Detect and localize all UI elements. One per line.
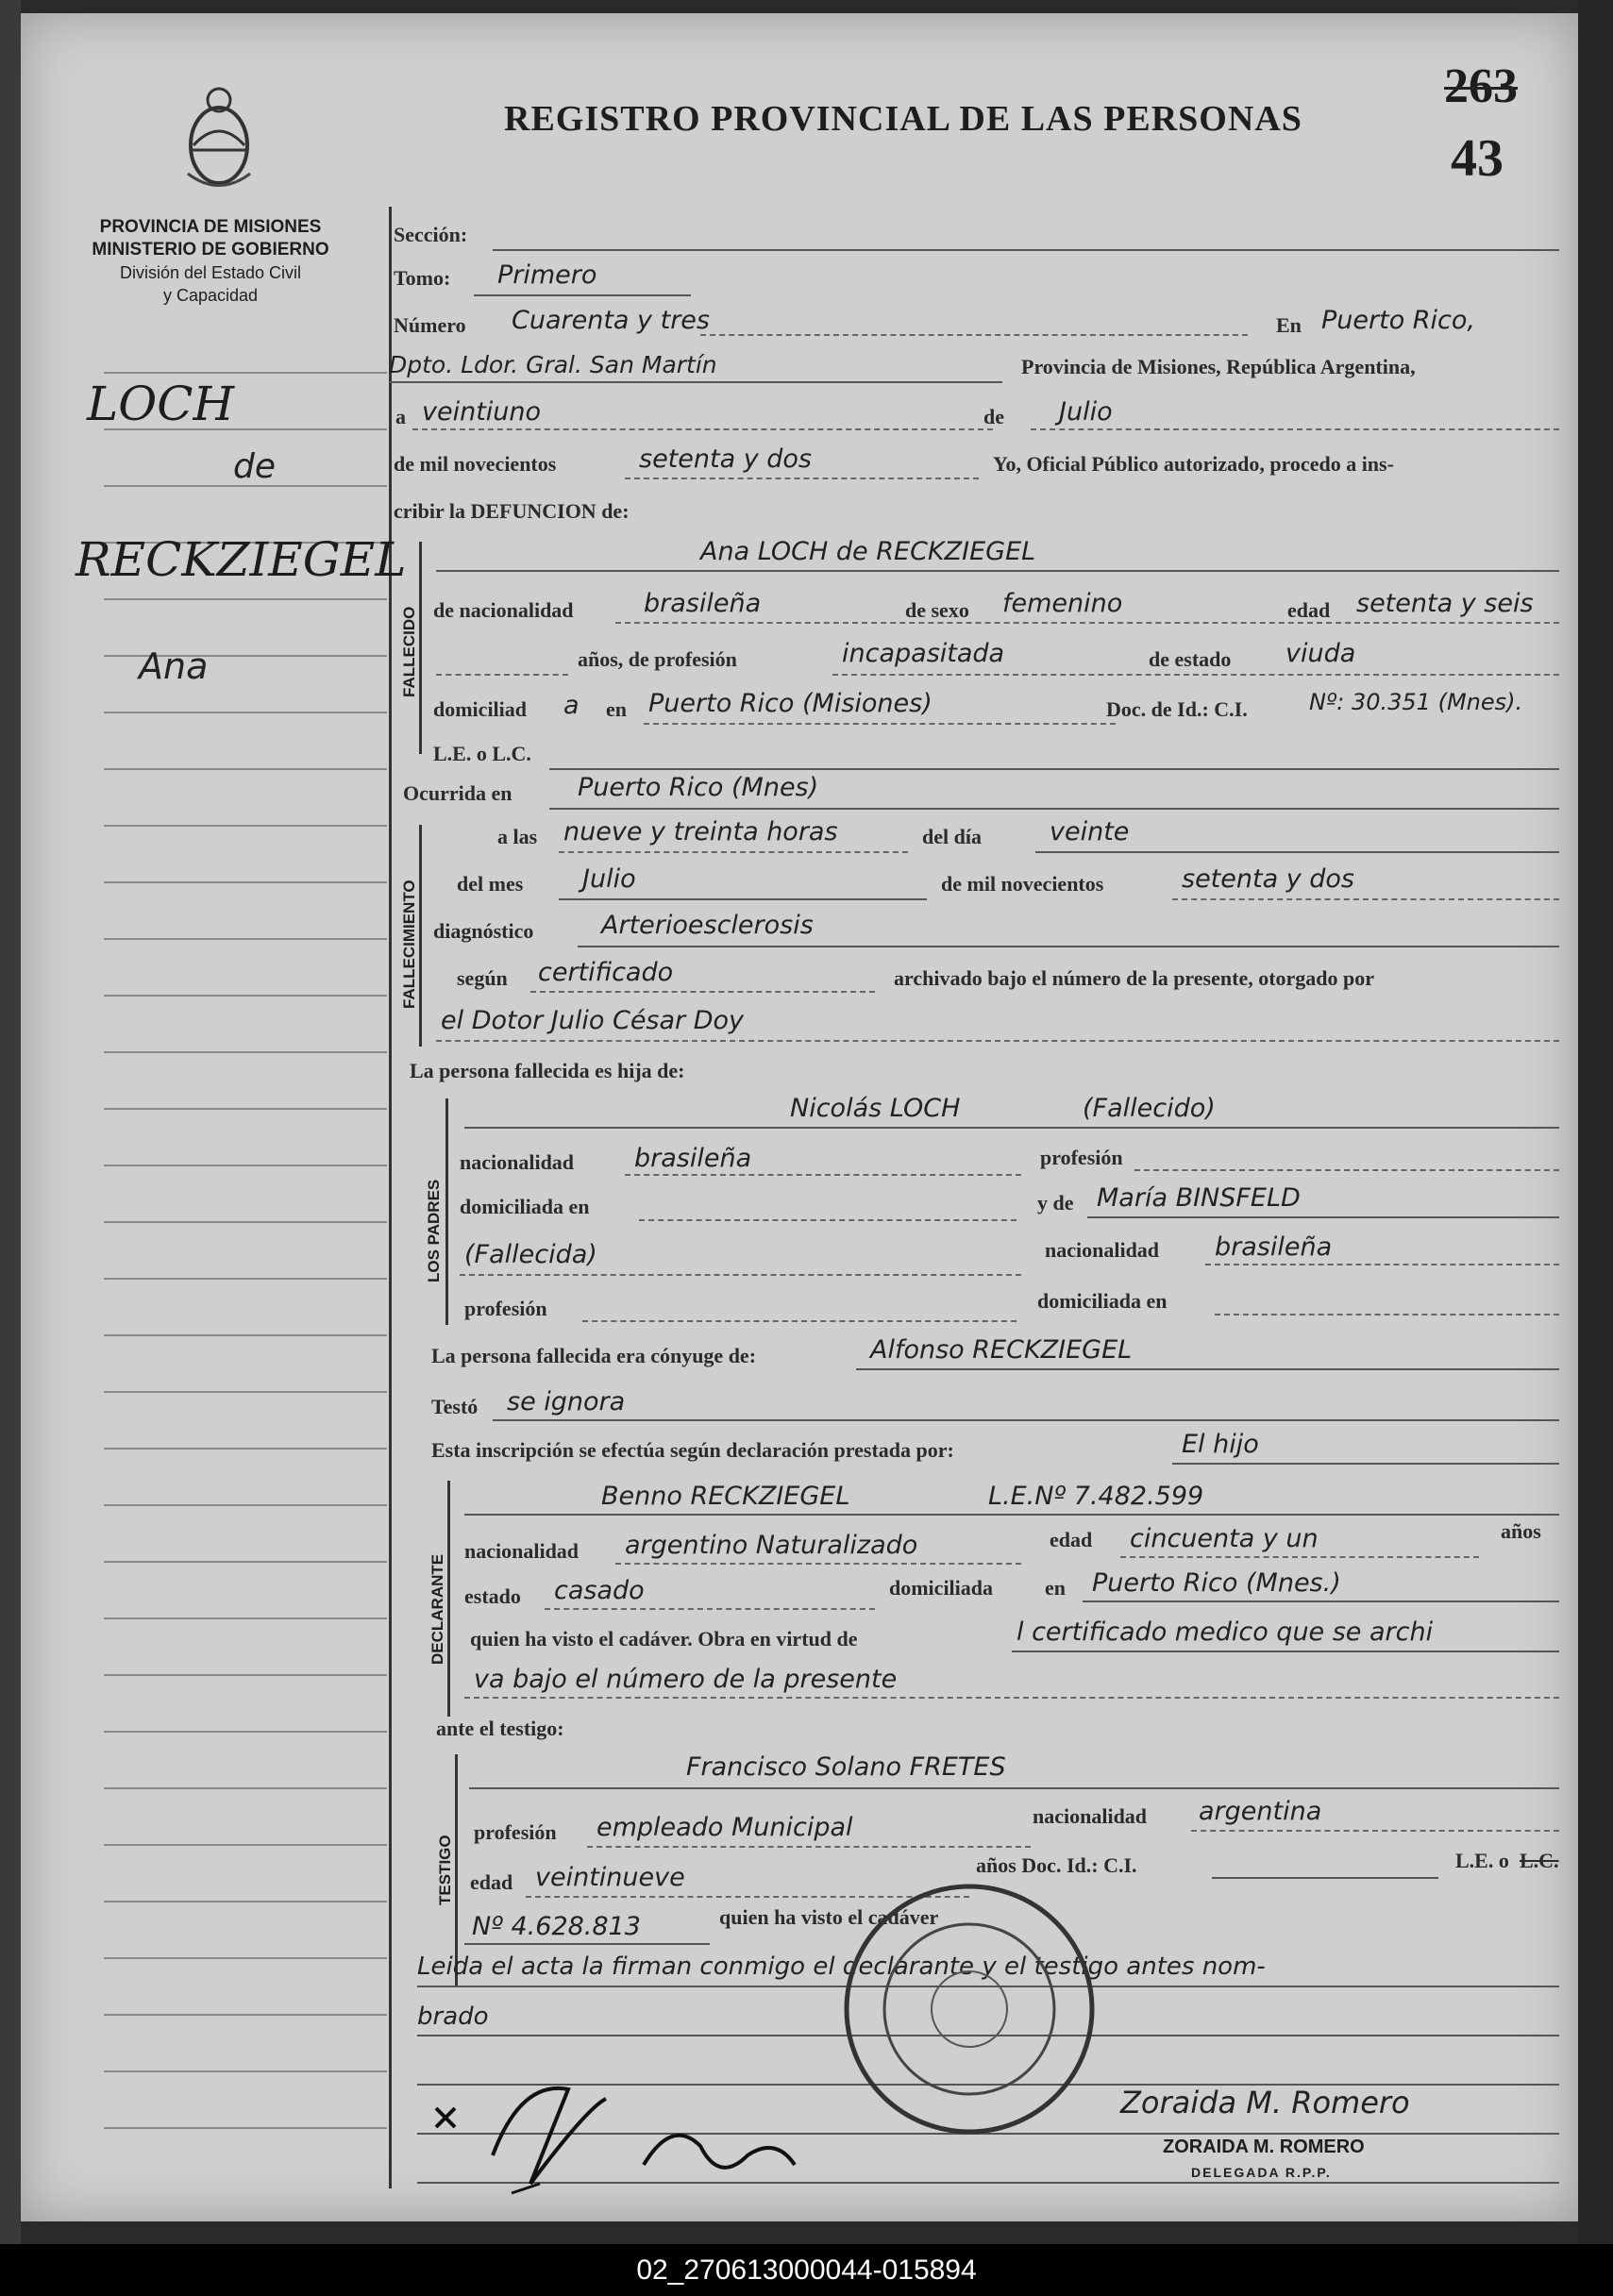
- padre-note: (Fallecido): [1083, 1094, 1216, 1123]
- estado-label: de estado: [1149, 647, 1232, 671]
- provincia-label: Provincia de Misiones, República Argentina,: [1021, 355, 1416, 378]
- testigo-section-label: TESTIGO: [436, 1835, 454, 1905]
- inscribir-text: cribir la DEFUNCION de:: [394, 499, 630, 523]
- testigo-cadaver-label: quien ha visto el cadáver: [719, 1905, 939, 1929]
- domicilio-value: Puerto Rico (Misiones): [648, 689, 933, 718]
- register-page: [21, 13, 1578, 2221]
- declarante-edad-label: edad: [1050, 1528, 1093, 1551]
- closing-text-1: Leida el acta la firman conmigo el declarante y el testigo antes nom-: [417, 1952, 1266, 1981]
- edad-value: setenta y seis: [1356, 589, 1534, 618]
- numero-label: Número: [394, 313, 466, 337]
- declarante-edad-value: cincuenta y un: [1130, 1524, 1319, 1553]
- seccion-label: Sección:: [394, 223, 468, 246]
- de-label: de: [983, 405, 1004, 428]
- image-code-footer: 02_270613000044-015894: [0, 2244, 1613, 2296]
- official-signature: Zoraida M. Romero: [1120, 2085, 1410, 2120]
- anos-profesion-label: años, de profesión: [578, 647, 737, 671]
- segun-label: según: [457, 966, 508, 990]
- en-label: En: [1276, 313, 1302, 337]
- official-name: ZORAIDA M. ROMERO: [1163, 2137, 1365, 2157]
- testigo-nacionalidad-value: argentina: [1199, 1797, 1322, 1826]
- testigo-anos-doc-label: años Doc. Id.: C.I.: [976, 1853, 1137, 1877]
- madre-nacionalidad-label: nacionalidad: [1045, 1238, 1160, 1262]
- declarante-anos-label: años: [1501, 1519, 1541, 1543]
- office-heading: [74, 216, 347, 307]
- en-value: Puerto Rico,: [1321, 306, 1476, 335]
- padre-nacionalidad-value: brasileña: [634, 1144, 752, 1173]
- page-number: 43: [1451, 129, 1504, 188]
- madre-note: (Fallecida): [464, 1240, 597, 1269]
- closing-text-2: brado: [417, 2003, 489, 2031]
- coat-of-arms-icon: [176, 79, 261, 193]
- edad-label: edad: [1287, 598, 1331, 622]
- sexo-label: de sexo: [905, 598, 969, 622]
- testigo-bracket: [455, 1754, 458, 1986]
- mes-value: Julio: [582, 864, 636, 894]
- oficial-text: Yo, Oficial Público autorizado, procedo a ins-: [993, 452, 1394, 476]
- otorgado-value: el Dotor Julio César Doy: [441, 1006, 745, 1035]
- declarante-nacionalidad-label: nacionalidad: [464, 1539, 580, 1563]
- testigo-intro: ante el testigo:: [436, 1717, 564, 1740]
- declarante-virtud-value: l certificado medico que se archi: [1017, 1617, 1434, 1647]
- diagnostico-value: Arterioesclerosis: [601, 911, 814, 940]
- declarante-en-label: en: [1045, 1576, 1066, 1600]
- declarante-signature-icon: [417, 2052, 889, 2212]
- sexo-value: femenino: [1002, 589, 1123, 618]
- madre-profesion-label: profesión: [464, 1297, 547, 1320]
- hora-value: nueve y treinta horas: [563, 817, 838, 846]
- del-mes-label: del mes: [457, 872, 524, 896]
- padre-domiciliada-label: domiciliada en: [460, 1195, 590, 1218]
- domiciliad-label: domiciliad: [433, 697, 528, 721]
- padre-name: Nicolás LOCH: [790, 1094, 961, 1123]
- padre-nacionalidad-label: nacionalidad: [460, 1150, 575, 1174]
- margin-surname: LOCH: [87, 377, 235, 431]
- declarante-name: Benno RECKZIEGEL: [601, 1482, 850, 1511]
- madre-name: María BINSFELD: [1097, 1183, 1301, 1213]
- margin-married-surname: RECKZIEGEL: [76, 532, 407, 587]
- declarante-domiciliada-label: domiciliada: [889, 1576, 994, 1600]
- ocurrida-value: Puerto Rico (Mnes): [578, 773, 819, 802]
- year-label: de mil novecientos: [394, 452, 557, 476]
- year-value: setenta y dos: [639, 444, 812, 474]
- declarante-estado-value: casado: [554, 1576, 645, 1605]
- madre-nacionalidad-value: brasileña: [1215, 1232, 1333, 1262]
- padres-intro: La persona fallecida es hija de:: [410, 1059, 685, 1082]
- conyuge-value: Alfonso RECKZIEGEL: [870, 1335, 1133, 1365]
- a-label: a: [395, 405, 406, 428]
- testigo-edad-label: edad: [470, 1870, 513, 1894]
- fallecido-bracket: [419, 542, 422, 754]
- declaracion-value: El hijo: [1182, 1430, 1259, 1459]
- margin-given-name: Ana: [139, 645, 209, 687]
- book-binding: [0, 0, 21, 2296]
- page-number-struck: 263: [1444, 59, 1518, 113]
- testigo-le-struck: L.C.: [1520, 1849, 1559, 1872]
- dpto-value: Dpto. Ldor. Gral. San Martín: [389, 351, 717, 378]
- domiciliad-suffix: a: [563, 691, 580, 720]
- testigo-name: Francisco Solano FRETES: [686, 1752, 1006, 1782]
- fallecido-section-label: FALLECIDO: [400, 606, 418, 697]
- official-title: DELEGADA R.P.P.: [1191, 2165, 1332, 2180]
- office-line-province: PROVINCIA DE MISIONES: [99, 217, 322, 237]
- doc-value: Nº: 30.351 (Mnes).: [1309, 689, 1523, 715]
- tomo-value: Primero: [497, 260, 597, 290]
- tomo-label: Tomo:: [394, 266, 451, 290]
- month-value: Julio: [1059, 397, 1113, 427]
- testo-value: se ignora: [507, 1387, 626, 1416]
- testigo-profesion-label: profesión: [474, 1820, 557, 1844]
- declarante-section-label: DECLARANTE: [428, 1553, 446, 1665]
- nacionalidad-label: de nacionalidad: [433, 598, 574, 622]
- testigo-le-label: L.E. o: [1455, 1849, 1509, 1872]
- fallecido-name: Ana LOCH de RECKZIEGEL: [700, 537, 1036, 566]
- testo-label: Testó: [431, 1395, 479, 1418]
- estado-value: viuda: [1285, 639, 1356, 668]
- del-dia-label: del día: [922, 825, 982, 848]
- diagnostico-label: diagnóstico: [433, 919, 534, 943]
- y-de-label: y de: [1037, 1191, 1074, 1215]
- testigo-profesion-value: empleado Municipal: [596, 1813, 853, 1842]
- page-right-edge: [1578, 0, 1613, 2296]
- declarante-doc: L.E.Nº 7.482.599: [988, 1482, 1204, 1511]
- profesion-value: incapasitada: [842, 639, 1005, 668]
- le-lc-label: L.E. o L.C.: [433, 742, 531, 765]
- dia-value: veinte: [1050, 817, 1130, 846]
- domicilio-en-label: en: [606, 697, 627, 721]
- declarante-virtud-value-2: va bajo el número de la presente: [474, 1665, 898, 1694]
- conyuge-label: La persona fallecida era cónyuge de:: [431, 1344, 757, 1367]
- nacionalidad-value: brasileña: [644, 589, 762, 618]
- segun-value: certificado: [538, 958, 674, 987]
- padre-profesion-label: profesión: [1040, 1146, 1123, 1169]
- page-title: REGISTRO PROVINCIAL DE LAS PERSONAS: [504, 99, 1302, 139]
- office-line-division: División del Estado Civil: [119, 263, 302, 282]
- declarante-nacionalidad-value: argentino Naturalizado: [625, 1531, 918, 1560]
- anio-label: de mil novecientos: [941, 872, 1104, 896]
- day-value: veintiuno: [422, 397, 542, 427]
- a-las-label: a las: [497, 825, 538, 848]
- fallecimiento-bracket: [419, 825, 422, 1047]
- declaracion-label: Esta inscripción se efectúa según declaración prestada por:: [431, 1438, 954, 1462]
- office-line-ministry: MINISTERIO DE GOBIERNO: [92, 240, 329, 260]
- padres-bracket: [445, 1098, 448, 1325]
- madre-domiciliada-label: domiciliada en: [1037, 1289, 1168, 1313]
- margin-divider: [389, 207, 392, 2188]
- declarante-estado-label: estado: [464, 1584, 521, 1608]
- archivado-text: archivado bajo el número de la presente, otorgado por: [894, 966, 1375, 990]
- margin-de: de: [233, 447, 276, 486]
- doc-label: Doc. de Id.: C.I.: [1106, 697, 1248, 721]
- declarante-cadaver-text: quien ha visto el cadáver. Obra en virtud de: [470, 1627, 858, 1651]
- anio-value: setenta y dos: [1182, 864, 1354, 894]
- numero-value: Cuarenta y tres: [512, 306, 710, 335]
- testigo-nacionalidad-label: nacionalidad: [1033, 1804, 1148, 1828]
- testigo-doc-value: Nº 4.628.813: [472, 1912, 641, 1941]
- fallecimiento-section-label: FALLECIMIENTO: [400, 880, 418, 1009]
- declarante-bracket: [447, 1481, 450, 1717]
- testigo-edad-value: veintinueve: [535, 1863, 685, 1892]
- office-line-capacity: y Capacidad: [162, 286, 259, 305]
- padres-section-label: LOS PADRES: [425, 1179, 443, 1282]
- declarante-domicilio-value: Puerto Rico (Mnes.): [1092, 1568, 1341, 1598]
- ocurrida-label: Ocurrida en: [403, 781, 512, 805]
